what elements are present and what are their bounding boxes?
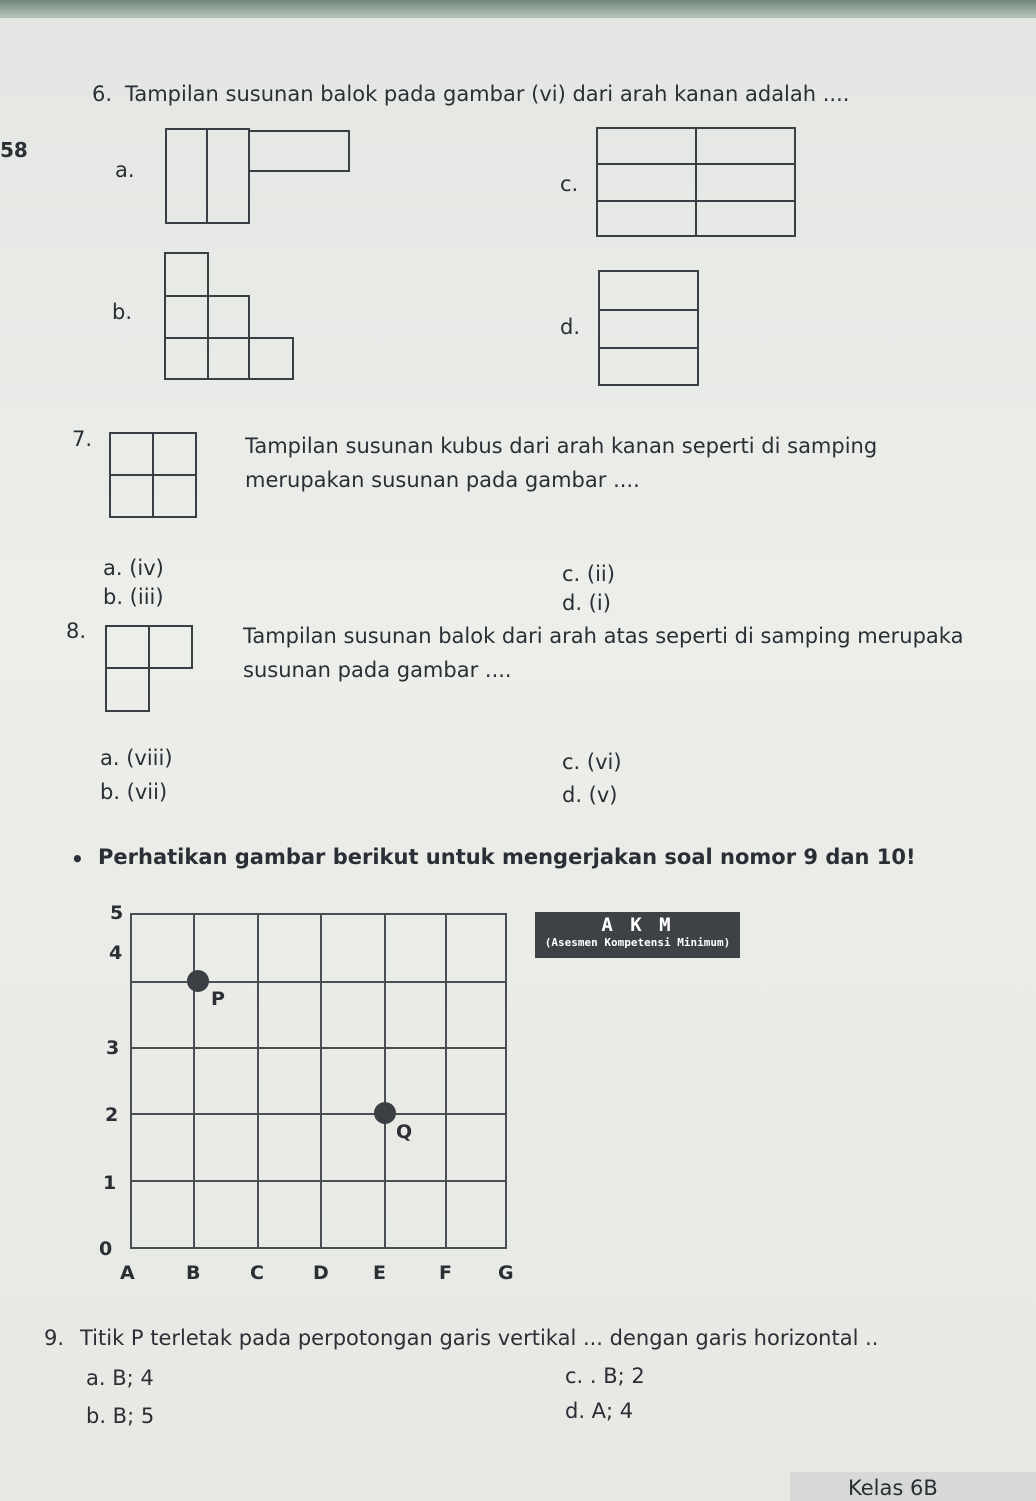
point-p-marker bbox=[187, 970, 209, 992]
q7-option-b: b. (iii) bbox=[103, 585, 164, 609]
q9-option-a: a. B; 4 bbox=[86, 1366, 154, 1390]
x-label-f: F bbox=[439, 1262, 452, 1284]
q6-text: Tampilan susunan balok pada gambar (vi) dari arah kanan adalah .... bbox=[125, 82, 850, 106]
footer-label: Kelas 6B bbox=[848, 1476, 938, 1500]
q9-option-d: d. A; 4 bbox=[565, 1399, 634, 1423]
q7-option-c: c. (ii) bbox=[562, 562, 615, 586]
q8-text-line1: Tampilan susunan balok dari arah atas seperti di samping merupaka bbox=[243, 624, 964, 648]
q9-number: 9. bbox=[44, 1326, 65, 1350]
point-q-label: Q bbox=[396, 1121, 413, 1143]
q9-option-c: c. . B; 2 bbox=[565, 1364, 645, 1388]
y-label-4: 4 bbox=[109, 942, 123, 964]
y-label-2: 2 bbox=[105, 1104, 119, 1126]
q8-option-d: d. (v) bbox=[562, 783, 618, 807]
akm-title: A K M bbox=[601, 914, 674, 936]
x-label-b: B bbox=[186, 1262, 201, 1284]
x-label-d: D bbox=[313, 1262, 329, 1284]
instruction-text: Perhatikan gambar berikut untuk mengerjakan soal nomor 9 dan 10! bbox=[98, 845, 916, 869]
y-label-5: 5 bbox=[110, 902, 124, 924]
point-p-label: P bbox=[211, 988, 225, 1010]
q7-option-a: a. (iv) bbox=[103, 556, 164, 580]
q6-option-c-label: c. bbox=[560, 172, 579, 196]
q7-number: 7. bbox=[72, 427, 93, 451]
x-label-e: E bbox=[373, 1262, 386, 1284]
x-label-g: G bbox=[498, 1262, 514, 1284]
q8-number: 8. bbox=[66, 619, 87, 643]
photo-edge bbox=[0, 0, 1036, 18]
q8-option-c: c. (vi) bbox=[562, 750, 622, 774]
q9-option-b: b. B; 5 bbox=[86, 1404, 155, 1428]
akm-badge bbox=[535, 912, 740, 958]
y-label-0: 0 bbox=[99, 1238, 113, 1260]
akm-subtitle: (Asesmen Kompetensi Minimum) bbox=[544, 936, 731, 949]
x-label-a: A bbox=[120, 1262, 135, 1284]
q6-option-a-label: a. bbox=[115, 158, 135, 182]
y-label-3: 3 bbox=[106, 1037, 120, 1059]
q6-number: 6. bbox=[92, 82, 113, 106]
q8-option-a: a. (viii) bbox=[100, 746, 173, 770]
q7-text-line2: merupakan susunan pada gambar .... bbox=[245, 468, 640, 492]
y-label-1: 1 bbox=[103, 1172, 117, 1194]
footer-tab bbox=[790, 1472, 1036, 1501]
q6-option-d-label: d. bbox=[560, 315, 581, 339]
q8-text-line2: susunan pada gambar .... bbox=[243, 658, 512, 682]
bullet-icon: • bbox=[71, 847, 84, 871]
q7-option-d: d. (i) bbox=[562, 591, 611, 615]
q7-text-line1: Tampilan susunan kubus dari arah kanan seperti di samping bbox=[245, 434, 878, 458]
q6-option-b-label: b. bbox=[112, 300, 133, 324]
page-label: 58 bbox=[0, 138, 28, 162]
x-label-c: C bbox=[250, 1262, 264, 1284]
q9-text: Titik P terletak pada perpotongan garis vertikal ... dengan garis horizontal .. bbox=[80, 1326, 879, 1350]
point-q-marker bbox=[374, 1102, 396, 1124]
q8-option-b: b. (vii) bbox=[100, 780, 168, 804]
